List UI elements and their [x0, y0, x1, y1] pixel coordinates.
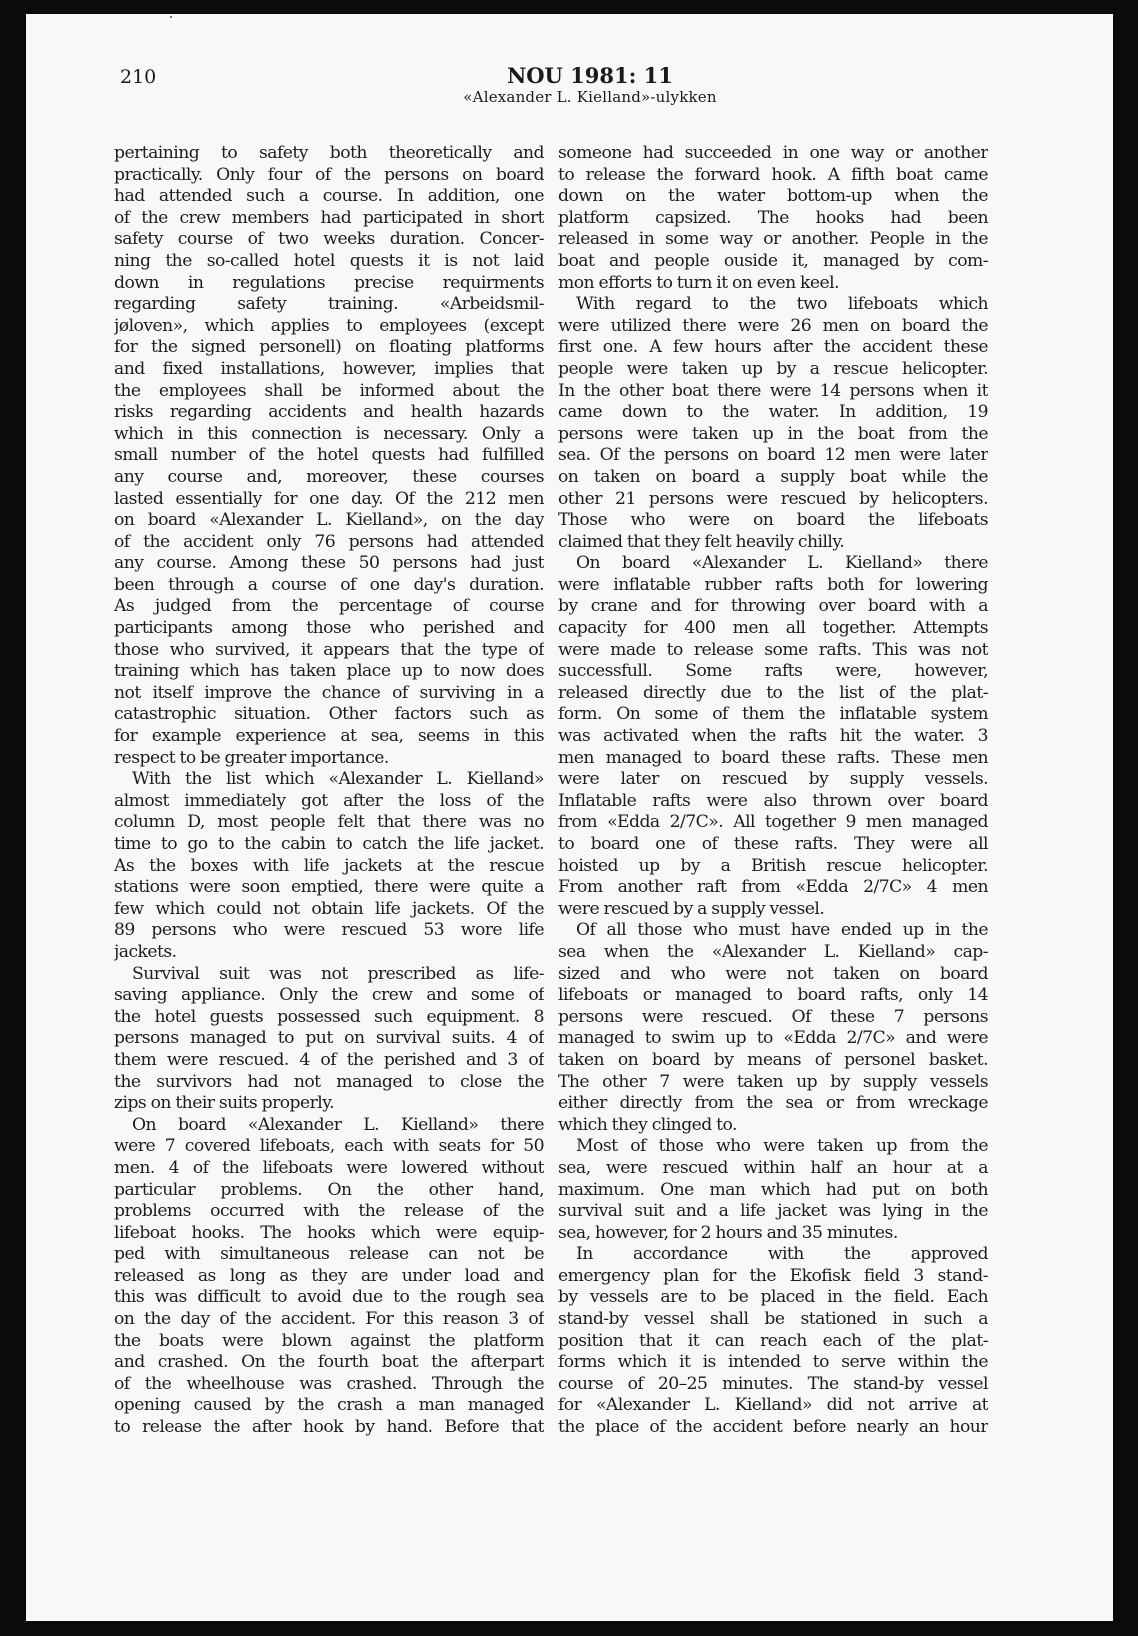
text-line: In the other boat there were 14 persons when it: [558, 380, 988, 401]
text-line: of the accident only 76 persons had attended: [114, 531, 544, 552]
text-line: sea, were rescued within half an hour at a: [558, 1157, 988, 1178]
text-line: participants among those who perished and: [114, 618, 544, 639]
text-line: practically. Only four of the persons on board: [114, 164, 544, 185]
text-line: the survivors had not managed to close the: [114, 1071, 544, 1092]
text-line: this was difficult to avoid due to the rough sea: [114, 1287, 544, 1308]
text-line: first one. A few hours after the accident these: [558, 337, 988, 358]
text-line: boat and people ouside it, managed by com-: [558, 250, 988, 271]
text-line: persons were taken up in the boat from the: [558, 423, 988, 444]
text-line: respect to be greater importance.: [114, 747, 389, 768]
text-line: ped with simultaneous release can not be: [114, 1244, 544, 1265]
text-line: of the crew members had participated in short: [114, 207, 544, 228]
text-line: capacity for 400 men all together. Attempts: [558, 618, 988, 639]
text-line: catastrophic situation. Other factors such as: [114, 704, 544, 725]
text-line: down in regulations precise requirments: [114, 272, 544, 293]
text-line: either directly from the sea or from wreckage: [558, 1093, 988, 1114]
text-line: survival suit and a life jacket was lying in the: [558, 1201, 988, 1222]
text-line: As the boxes with life jackets at the rescue: [114, 855, 544, 876]
text-line: them were rescued. 4 of the perished and 3 of: [114, 1049, 544, 1070]
text-line: lifeboats or managed to board rafts, only 14: [558, 985, 988, 1006]
text-line: lifeboat hooks. The hooks which were equip-: [114, 1222, 544, 1243]
text-line: emergency plan for the Ekofisk field 3 stand-: [558, 1265, 988, 1286]
text-line: other 21 persons were rescued by helicopters.: [558, 488, 988, 509]
running-header: [360, 64, 820, 106]
text-line: by vessels are to be placed in the field. Each: [558, 1287, 988, 1308]
text-line: With the list which «Alexander L. Kielland»: [132, 769, 544, 790]
text-line: position that it can reach each of the plat-: [558, 1330, 988, 1351]
text-line: by crane and for throwing over board with a: [558, 596, 988, 617]
text-line: lasted essentially for one day. Of the 212 men: [114, 488, 544, 509]
text-line: mon efforts to turn it on even keel.: [558, 272, 840, 293]
text-line: training which has taken place up to now does: [114, 661, 544, 682]
text-line: maximum. One man which had put on both: [558, 1179, 988, 1200]
text-line: to release the forward hook. A fifth boat came: [558, 164, 988, 185]
text-line: As judged from the percentage of course: [114, 596, 544, 617]
text-line: released in some way or another. People in the: [558, 229, 988, 250]
text-line: hoisted up by a British rescue helicopter.: [558, 855, 988, 876]
text-line: were 7 covered lifeboats, each with seats for 50: [114, 1136, 544, 1157]
text-line: saving appliance. Only the crew and some of: [114, 985, 544, 1006]
text-line: stations were soon emptied, there were quite a: [114, 877, 544, 898]
text-line: persons managed to put on survival suits. 4 of: [114, 1028, 544, 1049]
text-line: safety course of two weeks duration. Concer-: [114, 229, 544, 250]
text-line: on the day of the accident. For this reason 3 of: [114, 1309, 544, 1330]
text-line: almost immediately got after the loss of the: [114, 790, 544, 811]
text-line: With regard to the two lifeboats which: [576, 294, 988, 315]
text-line: for example experience at sea, seems in this: [114, 726, 544, 747]
text-line: Of all those who must have ended up in the: [576, 920, 988, 941]
text-line: stand-by vessel shall be stationed in such a: [558, 1309, 988, 1330]
text-line: persons were rescued. Of these 7 persons: [558, 1006, 988, 1027]
text-line: sized and who were not taken on board: [558, 963, 988, 984]
text-line: column D, most people felt that there was no: [114, 812, 544, 833]
text-line: course of 20–25 minutes. The stand-by vessel: [558, 1373, 988, 1394]
text-line: forms which it is intended to serve within the: [558, 1352, 988, 1373]
text-line: successfull. Some rafts were, however,: [558, 661, 988, 682]
text-line: 89 persons who were rescued 53 wore life: [114, 920, 544, 941]
text-line: jackets.: [114, 941, 177, 962]
text-line: which they clinged to.: [558, 1114, 737, 1135]
text-line: jøloven», which applies to employees (except: [114, 315, 544, 336]
text-line: to board one of these rafts. They were all: [558, 834, 988, 854]
text-line: any course and, moreover, these courses: [114, 466, 544, 487]
page-number: 210: [120, 66, 157, 88]
text-line: In accordance with the approved: [576, 1244, 988, 1265]
text-line: on board «Alexander L. Kielland», on the day: [114, 510, 544, 531]
text-line: On board «Alexander L. Kielland» there: [132, 1114, 544, 1135]
text-line: were utilized there were 26 men on board the: [558, 315, 988, 336]
text-line: On board «Alexander L. Kielland» there: [576, 553, 988, 574]
text-line: Survival suit was not prescribed as life-: [132, 963, 544, 984]
text-line: regarding safety training. «Arbeidsmil-: [114, 294, 544, 315]
text-line: pertaining to safety both theoretically and: [114, 143, 544, 163]
text-line: Most of those who were taken up from the: [576, 1136, 988, 1157]
text-line: opening caused by the crash a man managed: [114, 1395, 544, 1416]
text-line: released directly due to the list of the plat-: [558, 682, 988, 703]
text-line: not itself improve the chance of surviving in a: [114, 682, 544, 703]
text-line: released as long as they are under load and: [114, 1265, 544, 1286]
text-line: the hotel guests possessed such equipment. 8: [114, 1006, 544, 1027]
text-line: of the wheelhouse was crashed. Through the: [114, 1373, 544, 1394]
text-line: those who survived, it appears that the type of: [114, 639, 544, 660]
text-line: came down to the water. In addition, 19: [558, 402, 988, 423]
report-id: NOU 1981: 11: [507, 63, 673, 88]
text-line: zips on their suits properly.: [114, 1093, 335, 1114]
text-line: people were taken up by a rescue helicopter.: [558, 358, 988, 379]
text-line: to release the after hook by hand. Before that: [114, 1417, 544, 1438]
text-line: few which could not obtain life jackets. Of the: [114, 898, 544, 919]
text-line: were later on rescued by supply vessels.: [558, 769, 988, 790]
text-line: claimed that they felt heavily chilly.: [558, 531, 845, 552]
text-line: the employees shall be informed about the: [114, 380, 544, 401]
text-line: down on the water bottom-up when the: [558, 186, 988, 207]
text-line: men managed to board these rafts. These men: [558, 747, 988, 768]
scan-speck: [170, 16, 172, 18]
text-line: men. 4 of the lifeboats were lowered without: [114, 1157, 544, 1178]
text-line: any course. Among these 50 persons had just: [114, 553, 544, 574]
text-line: From another raft from «Edda 2/7C» 4 men: [558, 877, 988, 898]
text-line: on taken on board a supply boat while the: [558, 466, 988, 487]
report-subtitle: «Alexander L. Kielland»-ulykken: [463, 88, 717, 106]
text-line: problems occurred with the release of the: [114, 1201, 544, 1222]
text-line: the boats were blown against the platform: [114, 1330, 544, 1351]
text-line: were rescued by a supply vessel.: [558, 898, 825, 919]
text-line: the place of the accident before nearly an hour: [558, 1417, 988, 1438]
text-line: managed to swim up to «Edda 2/7C» and were: [558, 1028, 988, 1049]
text-line: form. On some of them the inflatable system: [558, 704, 988, 725]
text-line: were made to release some rafts. This was not: [558, 639, 988, 660]
text-line: someone had succeeded in one way or another: [558, 143, 988, 163]
text-line: and fixed installations, however, implies that: [114, 358, 544, 379]
text-line: The other 7 were taken up by supply vessels: [558, 1071, 988, 1092]
text-line: from «Edda 2/7C». All together 9 men managed: [558, 812, 988, 833]
text-line: small number of the hotel quests had fulfilled: [114, 445, 544, 466]
text-line: sea, however, for 2 hours and 35 minutes.: [558, 1222, 898, 1243]
text-line: were inflatable rubber rafts both for lowering: [558, 574, 988, 595]
text-line: Inflatable rafts were also thrown over board: [558, 790, 988, 811]
left-text-column: [114, 143, 544, 1439]
text-line: had attended such a course. In addition, one: [114, 186, 544, 207]
text-line: was activated when the rafts hit the water. 3: [558, 726, 988, 747]
text-line: time to go to the cabin to catch the life jacket.: [114, 834, 544, 854]
text-line: risks regarding accidents and health hazards: [114, 402, 544, 423]
text-line: particular problems. On the other hand,: [114, 1179, 544, 1200]
right-text-column: [558, 143, 988, 1439]
text-line: for «Alexander L. Kielland» did not arrive at: [558, 1395, 988, 1416]
text-line: ning the so-called hotel quests it is not laid: [114, 250, 544, 271]
text-line: sea when the «Alexander L. Kielland» cap-: [558, 941, 988, 962]
text-line: taken on board by means of personel basket.: [558, 1049, 988, 1070]
text-line: and crashed. On the fourth boat the afterpart: [114, 1352, 544, 1373]
text-line: been through a course of one day's duration.: [114, 574, 544, 595]
text-line: which in this connection is necessary. Only a: [114, 423, 544, 444]
text-line: Those who were on board the lifeboats: [558, 510, 988, 531]
text-line: sea. Of the persons on board 12 men were later: [558, 445, 988, 466]
text-line: platform capsized. The hooks had been: [558, 207, 988, 228]
text-line: for the signed personell) on floating platforms: [114, 337, 544, 358]
